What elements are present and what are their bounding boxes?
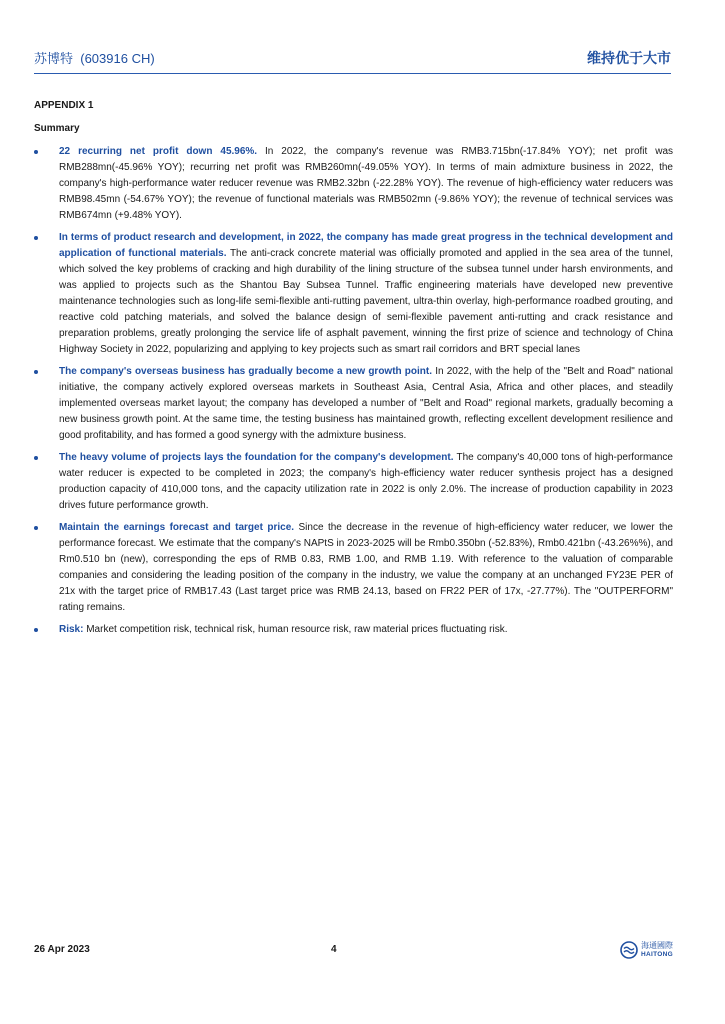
bullet-highlight: The company's overseas business has gradually become a new growth point.: [59, 366, 433, 377]
logo-text-cn: 海通國際: [641, 941, 673, 950]
bullet-text: The anti-crack concrete material was officially promoted and applied in the sea area of the tunnel, which solved the key problems of cracking and high durability of the lining structure of the subsea tunnel under harsh environments, and was applied to projects such as the Shantou Bay Subsea Tunnel. Traffic engineering materials have developed new preventive maintenance technologies such as long-life semi-flexible anti-rutting pavement, ultra-thin overlay, high-performance roadbed grouting, and reactive cold patching materials, and solved the balance design of semi-flexible pavement anti-rutting and crack resistance and preparation problems, greatly prolonging the service life of asphalt pavement, winning the first prize of science and technology of China Highway Society in 2022, popularizing and applying to key projects such as smart rail corridors and BRT special lanes: [59, 248, 673, 355]
bullet-icon: [34, 456, 38, 460]
haitong-logo: [620, 939, 673, 961]
bullet-item: [34, 520, 673, 616]
header-divider: [34, 73, 671, 74]
bullet-text: Market competition risk, technical risk, human resource risk, raw material prices fluctuating risk.: [83, 624, 508, 635]
bullet-icon: [34, 150, 38, 154]
appendix-heading: APPENDIX 1: [34, 100, 94, 111]
bullet-item: [34, 364, 673, 444]
bullet-icon: [34, 236, 38, 240]
rating-label: 维持优于大市: [587, 51, 671, 67]
report-body: [34, 98, 673, 644]
logo-text: [641, 941, 673, 959]
bullet-item: [34, 230, 673, 358]
page-number: 4: [331, 944, 337, 955]
summary-heading: Summary: [34, 123, 80, 134]
logo-text-en: HAITONG: [641, 951, 673, 958]
bullet-highlight: The heavy volume of projects lays the foundation for the company's development.: [59, 452, 454, 463]
bullet-text: In 2022, with the help of the "Belt and Road" national initiative, the company actively explored overseas markets in Southeast Asia, Central Asia, Africa and other places, and steadily implemented overseas market layout; the company has developed a number of "Belt and Road" regional markets, gradually becoming a new business growth point. At the same time, the testing business has maintained growth, reflecting excellent development resilience and good profitability, and has formed a good synergy with the admixture business.: [59, 366, 673, 441]
bullet-icon: [34, 526, 38, 530]
page-header: [34, 44, 671, 70]
bullet-item: [34, 144, 673, 224]
company-name-cn: 苏博特: [34, 52, 74, 67]
haitong-logo-icon: [620, 941, 638, 959]
bullet-item: [34, 450, 673, 514]
bullet-highlight: Risk:: [59, 624, 84, 635]
ticker: (603916 CH): [80, 51, 155, 66]
bullet-text: In 2022, the company's revenue was RMB3.715bn(-17.84% YOY); net profit was RMB288mn(-45.96% YOY); recurring net profit was RMB260mn(-49.05% YOY). In terms of main admixture business in 2022, the company's high-performance water reducer revenue was RMB2.32bn (-22.28% YOY). The revenue of high-efficiency water reducers was RMB98.45mn (-54.67% YOY); the revenue of functional materials was RMB502mn (-9.86% YOY); the revenue of technical services was RMB674mn (+9.48% YOY).: [59, 146, 674, 221]
bullet-item: [34, 622, 673, 638]
header-company: [34, 48, 155, 67]
bullet-highlight: Maintain the earnings forecast and target price.: [59, 522, 295, 533]
bullet-icon: [34, 628, 38, 632]
bullet-icon: [34, 370, 38, 374]
bullet-text: The company's 40,000 tons of high-performance water reducer is expected to be completed in 2023; the company's high-efficiency water reducer synthesis project has a designed production capacity of 410,000 tons, and the capacity utilization rate in 2022 is only 2.0%. The increase of production capability in 2023 drives future performance growth.: [59, 452, 673, 511]
footer-date: 26 Apr 2023: [34, 944, 90, 955]
bullet-highlight: In terms of product research and development, in 2022, the company has made great progress in the technical development and application of functional materials.: [59, 232, 673, 259]
summary-bullets: [34, 144, 673, 638]
bullet-highlight: 22 recurring net profit down 45.96%.: [59, 146, 258, 157]
bullet-text: Since the decrease in the revenue of high-efficiency water reducer, we lower the performance forecast. We estimate that the company's NAPtS in 2023-2025 will be Rmb0.350bn (-52.83%), Rmb0.421bn (-43.26%%), and Rm0.510 bn (new), corresponding the eps of RMB 0.83, RMB 1.00, and RMB 1.19. With reference to the valuation of comparable companies and considering the leading position of the company in the industry, we value the company at an unchanged FY23E PER of 21x with the target price of RMB17.43 (Last target price was RMB 24.13, based on FR22 PER of 17x, -27.77%). The "OUTPERFORM" rating remains.: [59, 522, 673, 613]
